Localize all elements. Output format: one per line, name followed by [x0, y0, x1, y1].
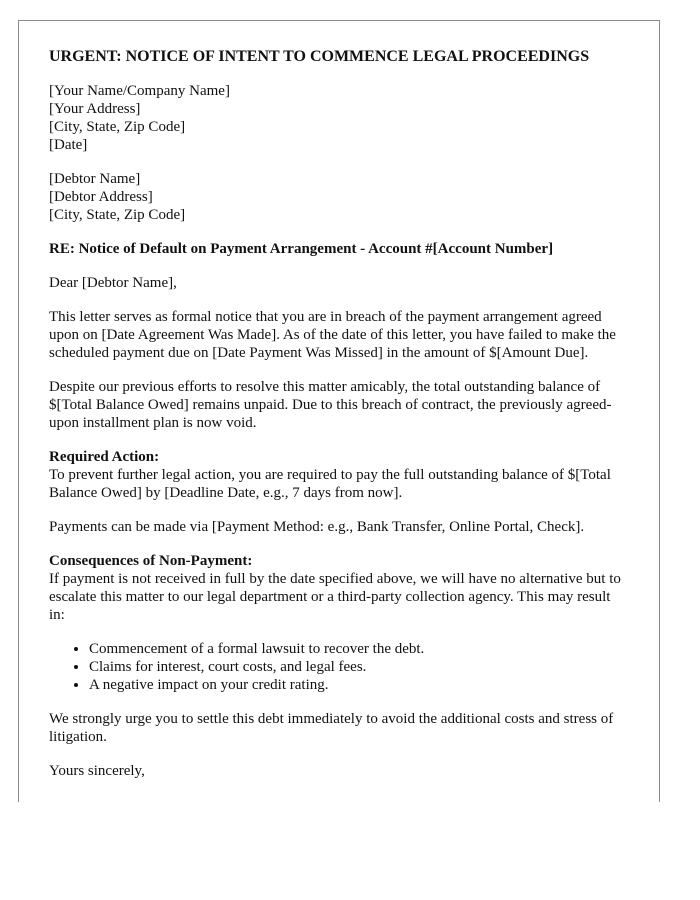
recipient-name: [Debtor Name]	[49, 171, 141, 187]
sender-name: [Your Name/Company Name]	[49, 83, 230, 99]
breach-paragraph: This letter serves as formal notice that you are in breach of the payment arrangement agreed upon on [Date Agreement Was Made]. As of the date of this letter, you have failed to make the scheduled payment due on [Date Payment Was Missed] in the amount of $[Amount Due].	[49, 309, 616, 361]
required-action-text: To prevent further legal action, you are required to pay the full outstanding balance of $[Total Balance Owed] by [Deadline Date, e.g., 7 days from now].	[49, 467, 611, 501]
sender-address: [Your Address]	[49, 101, 141, 117]
salutation: Dear [Debtor Name],	[49, 275, 177, 291]
sender-city-state-zip: [City, State, Zip Code]	[49, 119, 186, 135]
letter-page	[18, 20, 660, 802]
sign-off: Yours sincerely,	[49, 763, 145, 779]
list-item: • A negative impact on your credit rating.	[89, 676, 629, 694]
consequences-heading: Consequences of Non-Payment:	[49, 553, 253, 569]
balance-paragraph: Despite our previous efforts to resolve this matter amicably, the total outstanding balance of $[Total Balance Owed] remains unpaid. Due to this breach of contract, the previously agreed-upon installment plan is now void.	[49, 379, 612, 431]
list-item: • Commencement of a formal lawsuit to recover the debt.	[89, 640, 629, 658]
list-item: • Claims for interest, court costs, and legal fees.	[89, 658, 629, 676]
letter-content	[49, 47, 629, 796]
required-action-section	[49, 448, 629, 502]
letter-date: [Date]	[49, 137, 88, 153]
consequences-text: If payment is not received in full by the date specified above, we will have no alternative but to escalate this matter to our legal department or a third-party collection agency. This may result in:	[49, 571, 621, 623]
recipient-city-state-zip: [City, State, Zip Code]	[49, 207, 186, 223]
payment-methods-paragraph: Payments can be made via [Payment Method: e.g., Bank Transfer, Online Portal, Check].	[49, 519, 585, 535]
subject-line: RE: Notice of Default on Payment Arrangement - Account #[Account Number]	[49, 241, 554, 257]
letter-title: URGENT: NOTICE OF INTENT TO COMMENCE LEGAL PROCEEDINGS	[49, 48, 590, 65]
consequences-section	[49, 552, 629, 694]
closing-paragraph: We strongly urge you to settle this debt immediately to avoid the additional costs and stress of litigation.	[49, 711, 614, 745]
recipient-block	[49, 170, 629, 224]
consequences-list	[49, 640, 629, 694]
sender-block	[49, 82, 629, 154]
required-action-heading: Required Action:	[49, 449, 160, 465]
recipient-address: [Debtor Address]	[49, 189, 153, 205]
